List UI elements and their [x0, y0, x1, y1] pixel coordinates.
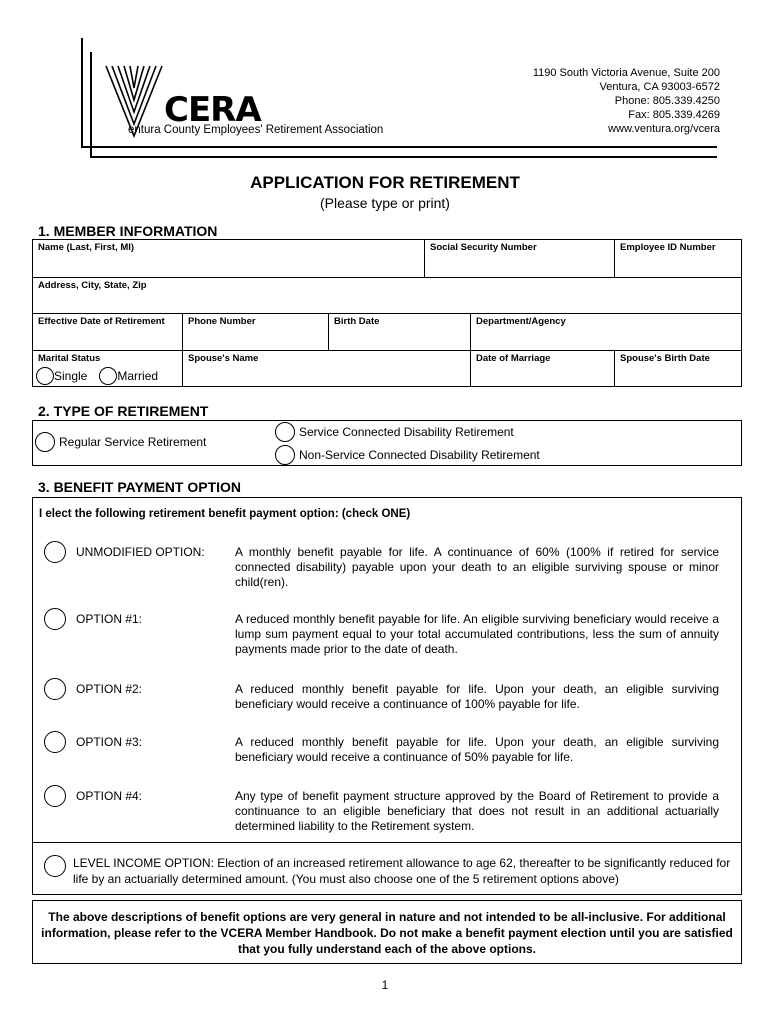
employee-id-field[interactable] [615, 240, 741, 278]
option-2-radio[interactable] [44, 678, 66, 700]
field-label: Spouse's Name [188, 353, 259, 364]
page-subtitle: (Please type or print) [320, 195, 450, 211]
field-label: Social Security Number [430, 242, 537, 253]
option-label: Regular Service Retirement [59, 435, 207, 449]
page-title: APPLICATION FOR RETIREMENT [250, 173, 520, 192]
level-income-text: LEVEL INCOME OPTION: Election of an increased retirement allowance to age 62, thereafter to be significantly reduced for life by an actuarially determined amount. (You must also choose one of the 5 retirement options above) [73, 856, 731, 886]
spouse-name-field[interactable] [183, 351, 471, 387]
header-border [90, 52, 92, 158]
level-income-option [32, 843, 742, 895]
field-label: Name (Last, First, MI) [38, 242, 135, 253]
address-line: Phone: 805.339.4250 [614, 95, 720, 107]
birth-date-field[interactable] [329, 314, 471, 351]
option-description: A reduced monthly benefit payable for life. An eligible surviving beneficiary would receive a lump sum payment equal to your total accumulated contributions, less the sum of annuity payments made prior to the date of death. [235, 612, 719, 656]
header-border [81, 146, 717, 148]
field-label: Birth Date [334, 316, 380, 327]
section-heading-type-of-retirement: 2. TYPE OF RETIREMENT [38, 403, 209, 419]
marital-options [36, 367, 158, 385]
field-label: Phone Number [188, 316, 256, 327]
effective-date-field[interactable] [33, 314, 183, 351]
unmodified-option-radio[interactable] [44, 541, 66, 563]
field-label: Department/Agency [476, 316, 566, 327]
address-field[interactable] [33, 278, 741, 314]
marital-status-field [33, 351, 183, 387]
address-line: 1190 South Victoria Avenue, Suite 200 [532, 67, 720, 79]
section-heading-member-info: 1. MEMBER INFORMATION [38, 223, 218, 239]
address-line: Fax: 805.339.4269 [628, 109, 720, 121]
option-4-radio[interactable] [44, 785, 66, 807]
header-border [81, 38, 83, 148]
single-label: Single [54, 369, 88, 383]
service-connected-disability-option[interactable] [275, 422, 514, 442]
married-label: Married [117, 369, 159, 383]
level-income-radio[interactable] [44, 855, 66, 877]
option-description: Any type of benefit payment structure approved by the Board of Retirement to provide a continuance to an eligible beneficiary that does not result in an additional actuarially determined liability to the Retirement system. [235, 789, 719, 833]
field-label: Address, City, State, Zip [38, 280, 147, 291]
department-field[interactable] [471, 314, 741, 351]
married-radio[interactable] [99, 367, 117, 385]
option-name: UNMODIFIED OPTION: [76, 545, 205, 559]
logo-text: CERA [164, 90, 261, 130]
field-label: Date of Marriage [476, 353, 551, 364]
option-description: A reduced monthly benefit payable for life. Upon your death, an eligible surviving beneficiary would receive a continuance of 100% payable for life. [235, 682, 719, 711]
field-label: Spouse's Birth Date [620, 353, 710, 364]
option-description: A monthly benefit payable for life. A continuance of 60% (100% if retired for service connected disability) payable upon your death to an eligible surviving spouse or minor child(ren). [235, 545, 719, 589]
option-1-radio[interactable] [44, 608, 66, 630]
field-label: Marital Status [38, 353, 101, 364]
name-field[interactable] [33, 240, 425, 278]
field-label: Effective Date of Retirement [38, 316, 165, 327]
single-radio[interactable] [36, 367, 54, 385]
non-service-connected-disability-option[interactable] [275, 445, 540, 465]
agency-address [533, 66, 720, 136]
non-service-connected-disability-radio[interactable] [275, 445, 295, 465]
option-name: OPTION #1: [76, 612, 143, 626]
member-info-table [32, 239, 742, 387]
option-description: A reduced monthly benefit payable for life. Upon your death, an eligible surviving beneficiary would receive a continuance of 50% payable for life. [235, 735, 719, 764]
ssn-field[interactable] [425, 240, 615, 278]
option-label: Non-Service Connected Disability Retirement [299, 448, 540, 462]
header-border [90, 156, 717, 158]
option-name: OPTION #2: [76, 682, 143, 696]
date-of-marriage-field[interactable] [471, 351, 615, 387]
benefit-intro: I elect the following retirement benefit payment option: (check ONE) [39, 508, 411, 520]
option-3-radio[interactable] [44, 731, 66, 753]
retirement-type-box [32, 420, 742, 466]
benefit-disclaimer: The above descriptions of benefit options are very general in nature and not intended to be all-inclusive. For additional information, please refer to the VCERA Member Handbook. Do not make a benefit payment election until you are satisfied that you fully understand each of the above options. [32, 900, 742, 964]
spouse-birth-date-field[interactable] [615, 351, 741, 387]
benefit-payment-box [32, 497, 742, 843]
regular-service-option[interactable] [35, 432, 206, 452]
option-name: OPTION #4: [76, 789, 143, 803]
service-connected-disability-radio[interactable] [275, 422, 295, 442]
page-number: 1 [381, 978, 389, 992]
regular-service-radio[interactable] [35, 432, 55, 452]
logo-subtitle: entura County Employees' Retirement Association [128, 124, 384, 136]
option-label: Service Connected Disability Retirement [299, 425, 514, 439]
address-line: www.ventura.org/vcera [608, 123, 720, 135]
field-label: Employee ID Number [620, 242, 716, 253]
address-line: Ventura, CA 93003-6572 [599, 81, 720, 93]
section-heading-benefit-payment: 3. BENEFIT PAYMENT OPTION [38, 479, 242, 495]
option-name: OPTION #3: [76, 735, 143, 749]
phone-field[interactable] [183, 314, 329, 351]
